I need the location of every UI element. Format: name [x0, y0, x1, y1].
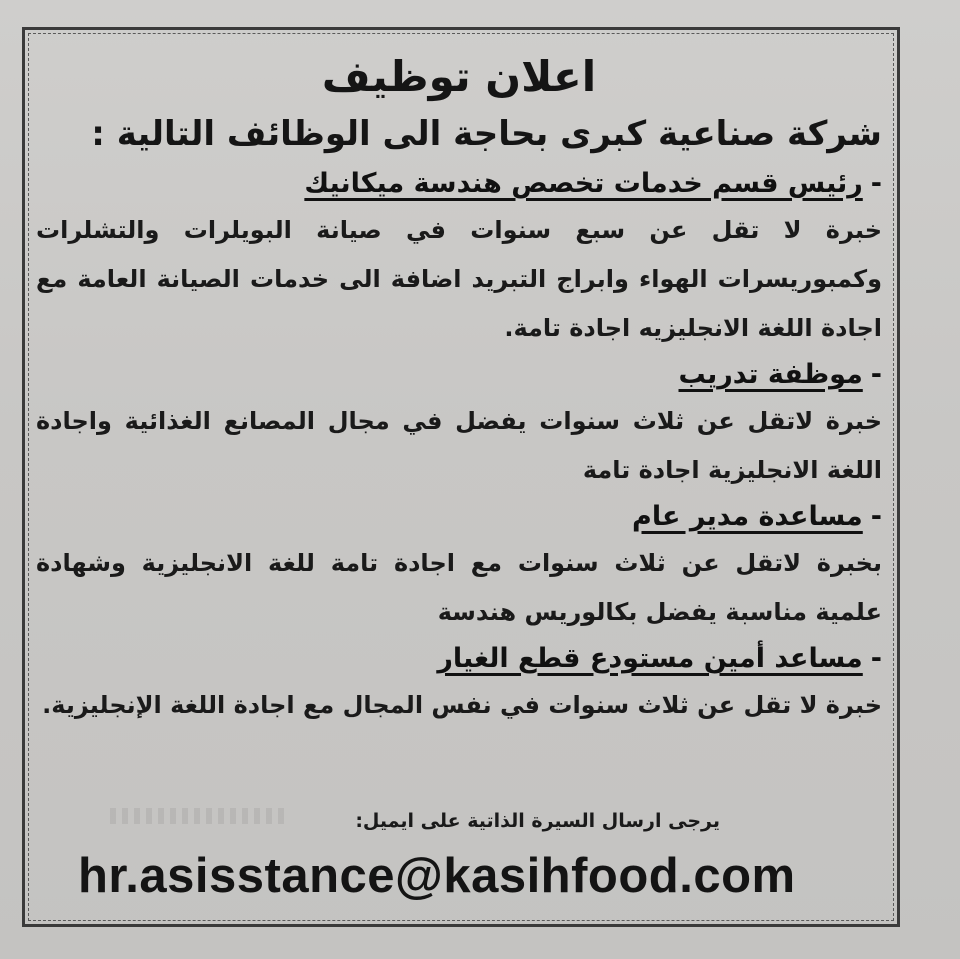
job-dash: -	[870, 643, 882, 674]
job-dash: -	[870, 501, 882, 532]
job-title-text: مساعد أمين مستودع قطع الغيار	[437, 643, 863, 674]
job-dash: -	[870, 359, 882, 390]
job-description-3: بخبرة لاتقل عن ثلاث سنوات مع اجادة تامة للغة الانجليزية وشهادة علمية مناسبة يفضل بكالوريس هندسة	[36, 549, 882, 626]
apply-instructions: يرجى ارسال السيرة الذاتية على ايميل:	[355, 810, 720, 832]
job-title-text: موظفة تدريب	[678, 359, 863, 390]
job-title-2	[36, 353, 882, 397]
contact-email: hr.asisstance@kasihfood.com	[78, 849, 796, 903]
job-title-4	[36, 637, 882, 681]
job-listing-4	[36, 637, 882, 730]
job-title-text: رئيس قسم خدمات تخصص هندسة ميكانيك	[304, 168, 863, 199]
job-description-1: خبرة لا تقل عن سبع سنوات في صيانة البويلرات والتشلرات وكمبوريسرات الهواء وابراج التبريد اضافة الى خدمات الصيانة العامة مع اجادة اللغة الانجليزيه اجادة تامة.	[36, 216, 882, 342]
job-listing-2	[36, 353, 882, 495]
bleed-through-text	[110, 808, 290, 824]
job-advertisement	[36, 40, 882, 730]
job-listing-1	[36, 162, 882, 353]
job-description-4: خبرة لا تقل عن ثلاث سنوات في نفس المجال مع اجادة اللغة الإنجليزية.	[42, 691, 882, 719]
job-description-2: خبرة لاتقل عن ثلاث سنوات يفضل في مجال المصانع الغذائية واجادة اللغة الانجليزية اجادة تامة	[36, 407, 882, 484]
job-dash: -	[870, 168, 882, 199]
ad-subtitle: شركة صناعية كبرى بحاجة الى الوظائف التالية :	[91, 114, 882, 154]
job-title-3	[36, 495, 882, 539]
job-title-text: مساعدة مدير عام	[632, 501, 863, 532]
job-listing-3	[36, 495, 882, 637]
ad-title: اعلان توظيف	[321, 52, 597, 101]
job-title-1	[36, 162, 882, 206]
